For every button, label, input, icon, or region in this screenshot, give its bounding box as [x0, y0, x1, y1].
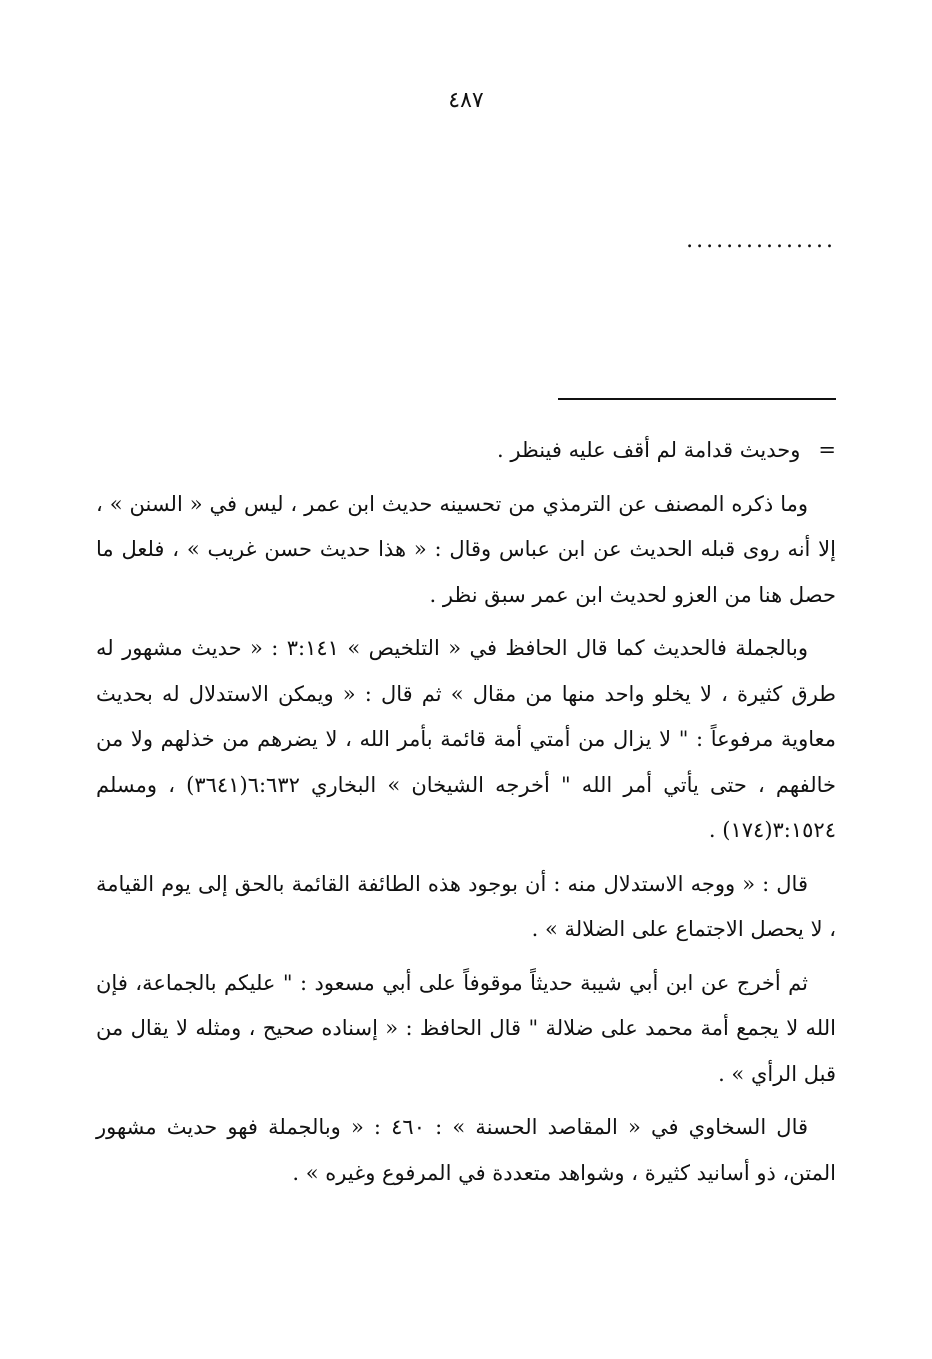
footnote-paragraph: [96, 428, 836, 474]
footnote-paragraph: وبالجملة فالحديث كما قال الحافظ في « التلخيص » ٣:١٤١ : « حديث مشهور له طرق كثيرة ، لا يخلو واحد منها من مقال » ثم قال : « ويمكن الاستدلال له بحديث معاوية مرفوعاً : " لا يزال من أمتي أمة قائمة بأمر الله ، لا يضرهم من خذلهم ولا من خالفهم ، حتى يأتي أمر الله " أخرجه الشيخان » البخاري ٦:٦٣٢(٣٦٤١) ، ومسلم ٣:١٥٢٤(١٧٤) .: [96, 636, 837, 842]
footnote-body: [96, 428, 836, 1204]
footnote-paragraph: وما ذكره المصنف عن الترمذي من تحسينه حديث ابن عمر ، ليس في « السنن » ، إلا أنه روى قبله الحديث عن ابن عباس وقال : « هذا حديث حسن غريب » ، فلعل ما حصل هنا من العزو لحديث ابن عمر سبق نظر .: [96, 491, 836, 607]
page-number: ٤٨٧: [448, 88, 484, 113]
omitted-text-ellipsis: ...............: [686, 228, 836, 253]
footnote-separator-rule: [558, 398, 836, 400]
footnote-paragraph: قال : « ووجه الاستدلال منه : أن بوجود هذه الطائفة القائمة بالحق إلى يوم القيامة ، لا يحصل الاجتماع على الضلالة » .: [96, 871, 836, 941]
footnote-paragraph: ثم أخرج عن ابن أبي شيبة حديثاً موقوفاً على أبي مسعود : " عليكم بالجماعة، فإن الله لا يجمع أمة محمد على ضلالة " قال الحافظ : « إسناده صحيح ، ومثله لا يقال من قبل الرأي » .: [96, 970, 836, 1086]
footnote-paragraph: قال السخاوي في « المقاصد الحسنة » : ٤٦٠ : « وبالجملة فهو حديث مشهور المتن، ذو أسانيد كثيرة ، وشواهد متعددة في المرفوع وغيره » .: [96, 1115, 836, 1185]
continuation-marker: =: [818, 438, 836, 462]
footnote-paragraph-text: وحديث قدامة لم أقف عليه فينظر .: [497, 438, 801, 462]
